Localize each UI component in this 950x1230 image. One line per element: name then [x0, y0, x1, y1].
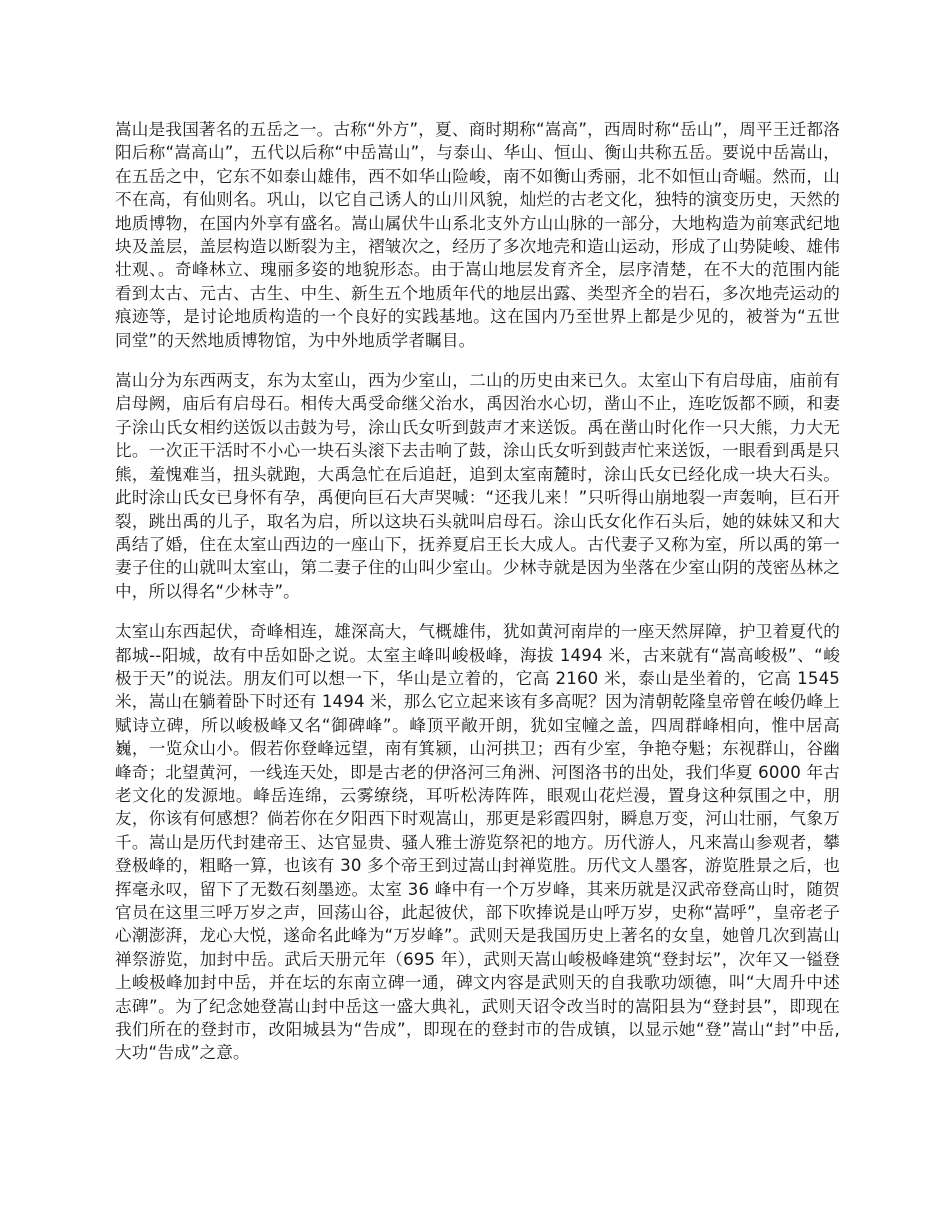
paragraph-taishi-shaoshi-legend: 嵩山分为东西两支，东为太室山，西为少室山，二山的历史由来已久。太室山下有启母庙，庙前有启母阙，庙后有启母石。相传大禹受命继父治水，禹因治水心切，凿山不止，连吃饭都不顾，和妻子涂山氏女相约送饭以击鼓为号，涂山氏女听到鼓声才来送饭。禹在凿山时化作一只大熊，力大无比。一次正干活时不小心一块石头滚下去击响了鼓，涂山氏女听到鼓声忙来送饭，一眼看到禹是只熊，羞愧难当，扭头就跑，大禹急忙在后追赶，追到太室南麓时，涂山氏女已经化成一块大石头。此时涂山氏女已身怀有孕，禹便向巨石大声哭喊：“还我儿来！”只听得山崩地裂一声轰响，巨石开裂，跳出禹的儿子，取名为启，所以这块石头就叫启母石。涂山氏女化作石头后，她的妹妹又和大禹结了婚，住在太室山西边的一座山下，抚养夏启王长大成人。古代妻子又称为室，所以禹的第一妻子住的山就叫太室山，第二妻子住的山叫少室山。少林寺就是因为坐落在少室山阴的茂密丛林之中，所以得名“少林寺”。	[115, 371, 840, 601]
paragraph-taishi-peaks-history: 太室山东西起伏，奇峰相连，雄深高大，气概雄伟，犹如黄河南岸的一座天然屏障，护卫着夏代的都城--阳城，故有中岳如卧之说。太室主峰叫峻极峰，海拔 1494 米，古来就有“嵩高峻极”、“峻极于天”的说法。朋友们可以想一下，华山是立着的，它高 2160 米，泰山是坐着的，它高 1545 米，嵩山在躺着卧下时还有 1494 米，那么它立起来该有多高呢？因为清朝乾隆皇帝曾在峻仍峰上赋诗立碑，所以峻极峰又名“御碑峰”。峰顶平敞开朗，犹如宝幢之盖，四周群峰相向，惟中居高巍，一览众山小。假若你登峰远望，南有箕颍，山河拱卫；西有少室，争艳夺魁；东视群山，谷幽峰奇；北望黄河，一线连天处，即是古老的伊洛河三角洲、河图洛书的出处，我们华夏 6000 年古老文化的发源地。峰岳连绵，云雾缭绕，耳听松涛阵阵，眼观山花烂漫，置身这种氛围之中，朋友，你该有何感想？倘若你在夕阳西下时观嵩山，那更是彩霞四射，瞬息万变，河山壮丽，气象万千。嵩山是历代封建帝王、达官显贵、骚人雅士游览祭祀的地方。历代游人，凡来嵩山参观者，攀登极峰的，粗略一算，也该有 30 多个帝王到过嵩山封禅览胜。历代文人墨客，游览胜景之后，也挥毫永叹，留下了无数石刻墨迹。太室 36 峰中有一个万岁峰，其来历就是汉武帝登高山时，随贺官员在这里三呼万岁之声，回荡山谷，此起彼伏，部下吹捧说是山呼万岁，史称“嵩呼”，皇帝老子心潮澎湃，龙心大悦，遂命名此峰为“万岁峰”。武则天是我国历史上著名的女皇，她曾几次到嵩山禅祭游览，加封中岳。武后天册元年（695 年），武则天嵩山峻极峰建筑“登封坛”，次年又一镒登上峻极峰加封中岳，并在坛的东南立碑一通，碑文内容是武则天的自我歌功颂德，叫“大周升中述志碑”。为了纪念她登嵩山封中岳这一盛大典礼，武则天诏令改当时的嵩阳县为“登封县”，即现在我们所在的登封市，改阳城县为“告成”，即现在的登封市的告成镇，以显示她“登”嵩山“封”中岳,大功“告成”之意。	[115, 622, 840, 1063]
paragraph-songshan-overview: 嵩山是我国著名的五岳之一。古称“外方”，夏、商时期称“嵩高”，西周时称“岳山”，周平王迁都洛阳后称“嵩高山”，五代以后称“中岳嵩山”，与泰山、华山、恒山、衡山共称五岳。要说中岳嵩山，在五岳之中，它东不如泰山雄伟，西不如华山险峻，南不如衡山秀丽，北不如恒山奇崛。然而，山不在高，有仙则名。巩山，以它自己诱人的山川风貌，灿烂的古老文化，独特的演变历史，天然的地质博物，在国内外享有盛名。嵩山属伏牛山系北支外方山山脉的一部分，大地构造为前寒武纪地块及盖层，盖层构造以断裂为主，褶皱次之，经历了多次地壳和造山运动，形成了山势陡峻、雄伟壮观、。奇峰林立、瑰丽多姿的地貌形态。由于嵩山地层发育齐全，层序清楚，在不大的范围内能看到太古、元古、古生、中生、新生五个地质年代的地层出露、类型齐全的岩石，多次地壳运动的痕迹等，是讨论地质构造的一个良好的实践基地。这在国内乃至世界上都是少见的，被誉为“五世同堂”的天然地质博物馆，为中外地质学者瞩目。	[115, 120, 840, 350]
document-body	[115, 118, 840, 1065]
